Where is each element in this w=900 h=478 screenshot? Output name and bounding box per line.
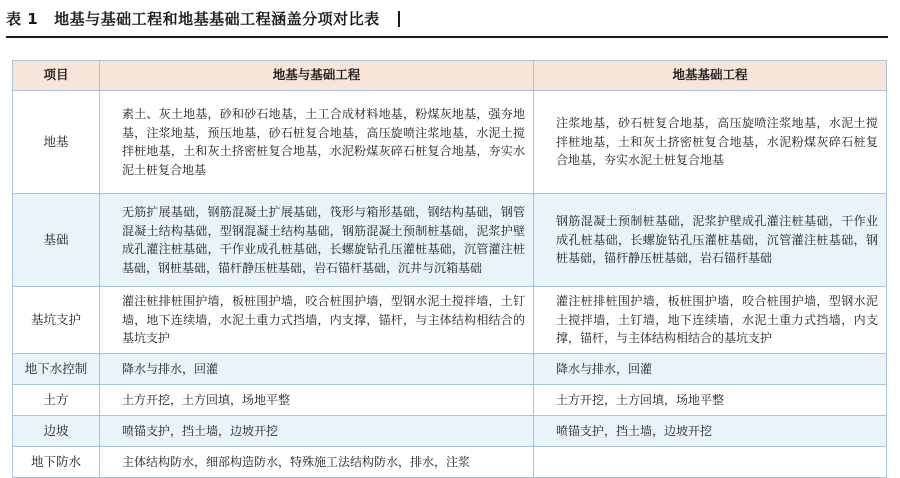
cell-ground-foundation-engineering: 喷锚支护，挡土墙，边坡开挖 [534,416,887,447]
header-foundation-engineering: 地基与基础工程 [100,61,534,91]
table-caption [6,8,400,29]
table-row [13,385,887,416]
table-number: 表 1 [6,10,39,28]
row-label: 地下防水 [13,447,100,478]
table-title: 地基与基础工程和地基基础工程涵盖分项对比表 [54,10,380,28]
header-row [13,61,887,91]
cell-foundation-engineering: 主体结构防水，细部构造防水，特殊施工法结构防水，排水，注浆 [100,447,534,478]
table-row [13,416,887,447]
row-label: 边坡 [13,416,100,447]
table-row [13,287,887,354]
cell-foundation-engineering: 土方开挖，土方回填，场地平整 [100,385,534,416]
cell-ground-foundation-engineering: 土方开挖，土方回填，场地平整 [534,385,887,416]
cell-ground-foundation-engineering: 钢筋混凝土预制桩基础，泥浆护壁成孔灌注桩基础，干作业成孔桩基础，长螺旋钻孔压灌桩基础，沉管灌注桩基础，钢桩基础，锚杆静压桩基础，岩石锚杆基础 [534,194,887,287]
table-row [13,91,887,194]
table-row [13,194,887,287]
cell-foundation-engineering: 喷锚支护，挡土墙，边坡开挖 [100,416,534,447]
cell-ground-foundation-engineering: 注浆地基，砂石桩复合地基，高压旋喷注浆地基，水泥土搅拌桩地基，土和灰土挤密桩复合地基，水泥粉煤灰碎石桩复合地基，夯实水泥土桩复合地基 [534,91,887,194]
cell-ground-foundation-engineering: 灌注桩排桩围护墙，板桩围护墙，咬合桩围护墙，型钢水泥土搅拌墙，土钉墙，地下连续墙，水泥土重力式挡墙，内支撑，锚杆，与主体结构相结合的基坑支护 [534,287,887,354]
cell-foundation-engineering: 无筋扩展基础，钢筋混凝土扩展基础，筏形与箱形基础，钢结构基础，钢管混凝土结构基础，型钢混凝土结构基础，钢筋混凝土预制桩基础，泥浆护壁成孔灌注桩基础，干作业成孔桩基础，长螺旋钻孔压灌桩基础，沉管灌注桩基础，钢桩基础，锚杆静压桩基础，岩石锚杆基础，沉井与沉箱基础 [100,194,534,287]
cell-foundation-engineering: 素土、灰土地基，砂和砂石地基，土工合成材料地基，粉煤灰地基，强夯地基，注浆地基，预压地基，砂石桩复合地基，高压旋喷注浆地基，水泥土搅拌桩地基，土和灰土挤密桩复合地基，水泥粉煤灰碎石桩复合地基，夯实水泥土桩复合地基 [100,91,534,194]
comparison-table [12,60,887,478]
table-row [13,354,887,385]
header-ground-foundation-engineering: 地基基础工程 [534,61,887,91]
row-label: 地基 [13,91,100,194]
row-label: 土方 [13,385,100,416]
cell-foundation-engineering: 降水与排水，回灌 [100,354,534,385]
header-item: 项目 [13,61,100,91]
cell-foundation-engineering: 灌注桩排桩围护墙，板桩围护墙，咬合桩围护墙，型钢水泥土搅拌墙，土钉墙，地下连续墙，水泥土重力式挡墙，内支撑，锚杆，与主体结构相结合的基坑支护 [100,287,534,354]
caption-bar [398,11,400,27]
row-label: 基坑支护 [13,287,100,354]
row-label: 基础 [13,194,100,287]
caption-rule [6,36,888,38]
cell-ground-foundation-engineering: 降水与排水，回灌 [534,354,887,385]
row-label: 地下水控制 [13,354,100,385]
